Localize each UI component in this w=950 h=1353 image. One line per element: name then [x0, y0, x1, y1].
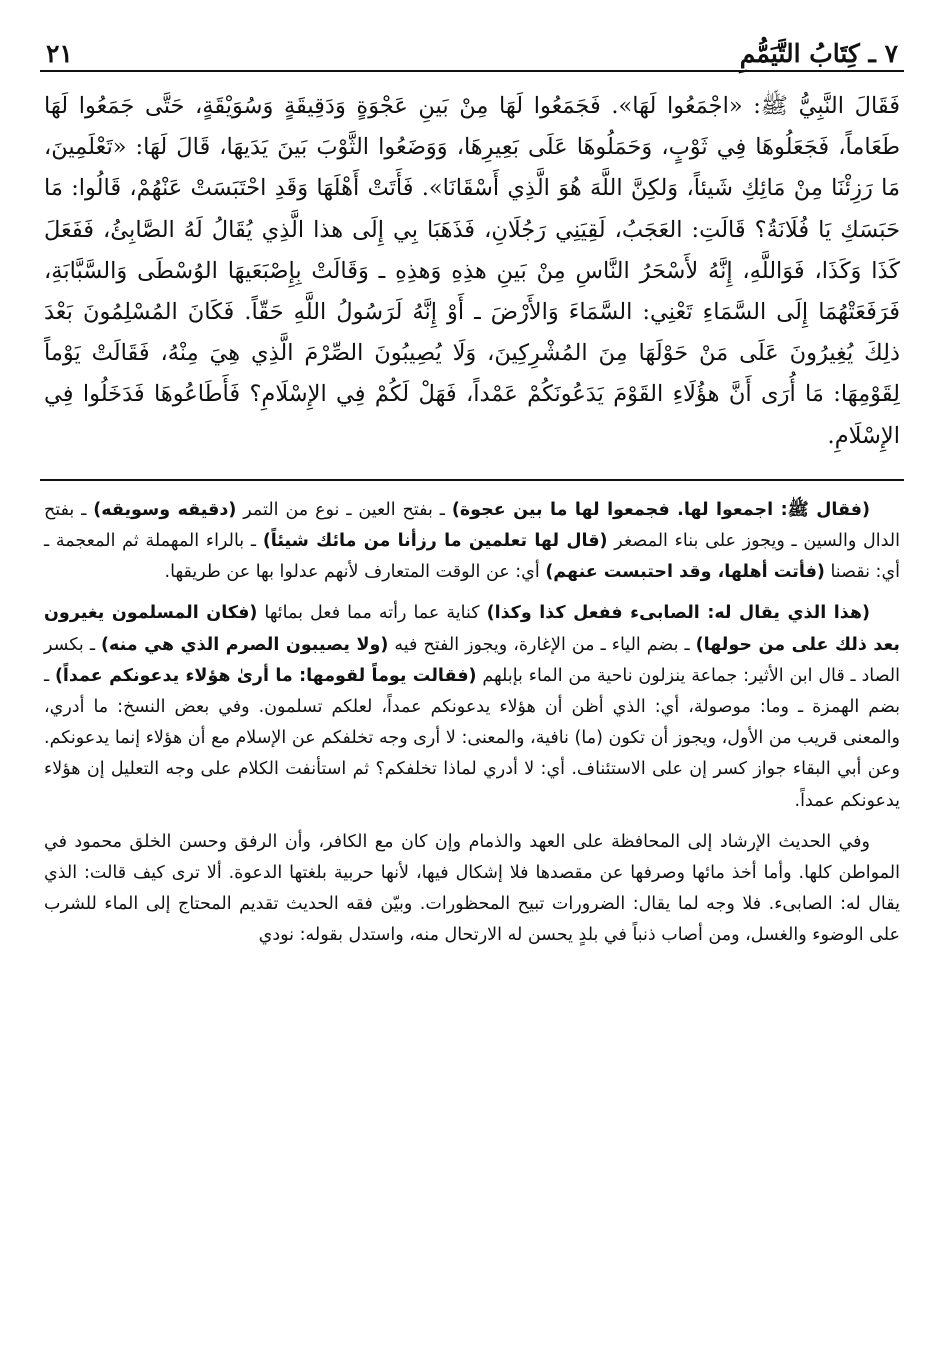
page-header: [40, 24, 904, 72]
commentary-text: ـ بضم الياء ـ من الإغارة، ويجوز الفتح فيه: [388, 634, 696, 655]
commentary-paragraph-2: [44, 598, 900, 816]
commentary: [40, 495, 904, 952]
quoted-phrase: (قال لها تعلمين ما رزأنا من مائك شيئاً): [262, 531, 608, 552]
book-page: [40, 24, 904, 1333]
page-number: ٢١: [46, 39, 73, 68]
quoted-phrase: (هذا الذي يقال له: الصابىء ففعل كذا وكذا): [486, 603, 870, 624]
commentary-text: كناية عما رأته مما فعل بمائها: [257, 603, 487, 624]
footnote-divider: [40, 479, 904, 481]
quoted-phrase: (فكان المسلمون يغيرون بعد ذلك على من حولها): [44, 603, 900, 655]
commentary-paragraph-3: وفي الحديث الإرشاد إلى المحافظة على العهد والذمام وإن كان مع الكافر، وأن الرفق وحسن الخلق محمود في المواطن كلها. وأما أخذ مائها وصرفها عن مقصدها فلا إشكال فيها، لأنها حربية بلغتها الدعوة. ألا ترى كيف قالت: الذي يقال له: الصابىء. فلا وجه لما يقال: الضرورات تبيح المحظورات. وبيّن فقه الحديث تقديم المحتاج إلى الماء للشرب على الوضوء والغسل، ومن أصاب ذنباً في بلدٍ يحسن له الارتحال منه، واستدل بقوله: نودي: [44, 831, 900, 946]
commentary-text: ـ بفتح العين ـ نوع من التمر: [236, 499, 452, 520]
quoted-phrase: (ولا يصيبون الصرم الذي هي منه): [100, 634, 389, 655]
commentary-paragraph-1: [44, 495, 900, 589]
commentary-text: ـ بكسر الصاد ـ قال ابن الأثير: جماعة ينزلون ناحية من الماء بإبلهم: [44, 634, 900, 686]
commentary-text: ـ بضم الهمزة ـ وما: موصولة، أي: الذي أظن أن هؤلاء يدعونكم عمداً، لعلكم تسلمون. وفي بعض النسخ: ما أدري، والمعنى قريب من الأول، ويجوز أن تكون (ما) نافية، والمعنى: لا أرى وجه تخلفكم عن الإسلام مع أن هؤلاء إنما يدعونكم. وعن أبي البقاء جواز كسر إن على الاستئناف. أي: لا أدري لماذا تخلفكم؟ ثم استأنفت الكلام على وجه التعليل إن هؤلاء يدعونكم عمداً.: [44, 665, 900, 811]
hadith-text: فَقَالَ النَّبِيُّ ﷺ: «اجْمَعُوا لَهَا». فَجَمَعُوا لَهَا مِنْ بَينِ عَجْوَةٍ وَدَقِيقَةٍ وَسُوَيْقَةٍ، حَتَّى جَمَعُوا لَهَا طَعَاماً، فَجَعَلُوهَا فِي ثَوْبٍ، وَحَمَلُوهَا عَلَى بَعِيرِهَا، وَوَضَعُوا الثَّوْبَ بَينَ يَدَيهَا، قَالَ لَهَا: «تَعْلَمِينَ، مَا رَزِئْنَا مِنْ مَائِكِ شَيئاً، وَلكِنَّ اللَّهَ هُوَ الَّذِي أَسْقَانَا». فَأَتَتْ أَهْلَهَا وَقَدِ احْتَبَسَتْ عَنْهُمْ، قَالُوا: مَا حَبَسَكِ يَا فُلَانَةُ؟ قَالَتِ: العَجَبُ، لَقِيَنِي رَجُلَانِ، فَذَهَبَا بِي إِلَى هذا الَّذِي يُقَالُ لَهُ الصَّابِئُ، فَفَعَلَ كَذَا وَكَذَا، فَوَاللَّهِ، إِنَّهُ لأَسْحَرُ النَّاسِ مِنْ بَينِ هذِهِ وَهذِهِ ـ وَقَالَتْ بِإِصْبَعَيهَا الوُسْطَى وَالسَّبَّابَةِ، فَرَفَعَتْهُمَا إِلَى السَّمَاءِ تَعْنِي: السَّمَاءَ وَالأَرْضَ ـ أَوْ إِنَّهُ لَرَسُولُ اللَّهِ حَقّاً. فَكَانَ المُسْلِمُونَ بَعْدَ ذلِكَ يُغِيرُونَ عَلَى مَنْ حَوْلَهَا مِنَ المُشْرِكِينَ، وَلَا يُصِيبُونَ الصِّرْمَ الَّذِي هِيَ مِنْهُ، فَقَالَتْ يَوْماً لِقَوْمِهَا: مَا أُرَى أَنَّ هؤُلَاءِ القَوْمَ يَدَعُونَكُمْ عَمْداً، فَهَلْ لَكُمْ فِي الإِسْلَامِ؟ فَأَطَاعُوهَا فَدَخَلُوا فِي الإِسْلَامِ.: [44, 93, 900, 449]
commentary-text: ـ بفتح الدال والسين ـ ويجوز على بناء المصغر: [44, 499, 900, 552]
quoted-phrase: (فقالت يوماً لقومها: ما أرىٰ هؤلاء يدعونكم عمداً): [54, 665, 477, 686]
commentary-text: ـ بالراء المهملة ثم المعجمة ـ أي: نقصنا: [44, 531, 900, 583]
commentary-text: أي: عن الوقت المتعارف لأنهم عدلوا بها عن طريقها.: [164, 562, 546, 583]
chapter-title: ٧ ـ كِتَابُ التَّيَمُّمِ: [739, 39, 898, 68]
quoted-phrase: (فقال ﷺ: اجمعوا لها. فجمعوا لها ما بين عجوة): [451, 499, 870, 520]
quoted-phrase: (فأتت أهلها، وقد احتبست عنهم): [545, 562, 825, 583]
quoted-phrase: (دقيقه وسويقه): [93, 499, 237, 520]
